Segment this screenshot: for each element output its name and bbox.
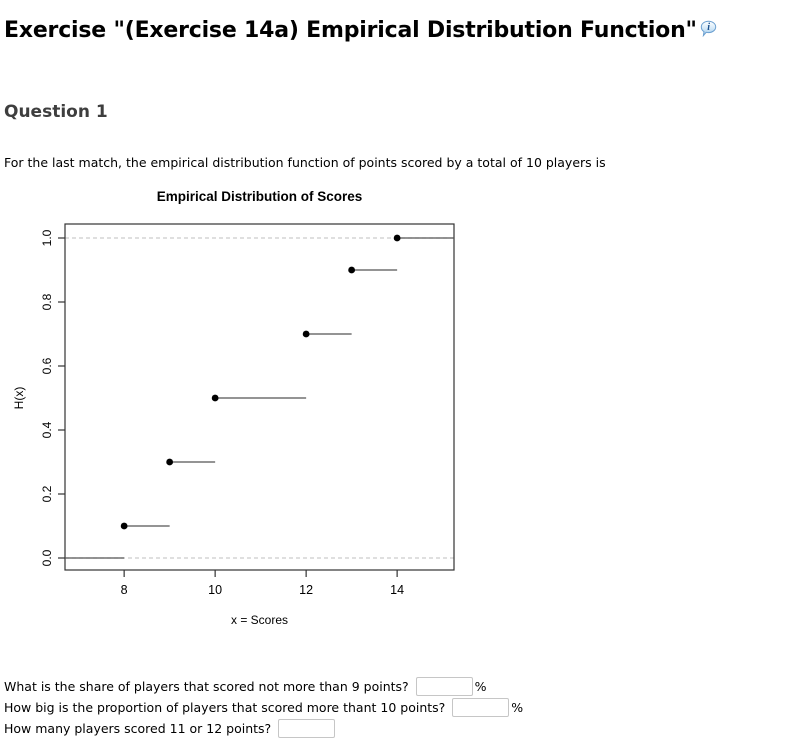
data-point [166, 459, 173, 466]
questions-block [4, 676, 523, 739]
question-row [4, 697, 523, 718]
answer-input-proportion-10[interactable] [452, 698, 509, 717]
question-label: How big is the proportion of players that scored more thant 10 points? [4, 700, 446, 715]
answer-input-share-9[interactable] [416, 677, 473, 696]
y-axis-tick-label: 0.2 [40, 485, 55, 503]
data-point [121, 523, 128, 530]
plot-frame [65, 224, 454, 570]
percent-suffix: % [474, 679, 487, 694]
question-label: How many players scored 11 or 12 points? [4, 721, 272, 736]
x-axis-tick-label: 14 [390, 583, 405, 597]
ecdf-chart-svg [0, 180, 480, 645]
question-row [4, 718, 523, 739]
y-axis-label: H(x) [12, 386, 27, 410]
percent-suffix: % [511, 700, 524, 715]
x-axis-tick-label: 10 [208, 583, 223, 597]
question-heading: Question 1 [4, 102, 108, 123]
y-axis-tick-label: 0.6 [40, 357, 55, 375]
y-axis-tick-label: 0.4 [40, 421, 55, 439]
svg-text:i: i [707, 21, 710, 33]
chart-title: Empirical Distribution of Scores [156, 189, 363, 204]
data-point [348, 267, 355, 274]
y-axis-tick-label: 0.0 [40, 549, 55, 567]
data-point [212, 395, 219, 402]
page-title-text: Exercise "(Exercise 14a) Empirical Distribution Function" [4, 17, 697, 43]
x-axis-tick-label: 8 [120, 583, 128, 597]
data-point [394, 235, 401, 242]
data-point [303, 331, 310, 338]
question-label: What is the share of players that scored not more than 9 points? [4, 679, 409, 694]
x-axis-tick-label: 12 [299, 583, 314, 597]
question-row [4, 676, 523, 697]
question-intro: For the last match, the empirical distribution function of points scored by a total of 10 players is [4, 154, 606, 170]
page-title [4, 16, 717, 46]
info-balloon-icon[interactable] [700, 16, 717, 46]
y-axis-tick-label: 1.0 [40, 229, 55, 247]
y-axis-tick-label: 0.8 [40, 293, 55, 311]
answer-input-count-11-12[interactable] [278, 719, 335, 738]
ecdf-chart [0, 180, 480, 645]
x-axis-label: x = Scores [230, 613, 289, 627]
